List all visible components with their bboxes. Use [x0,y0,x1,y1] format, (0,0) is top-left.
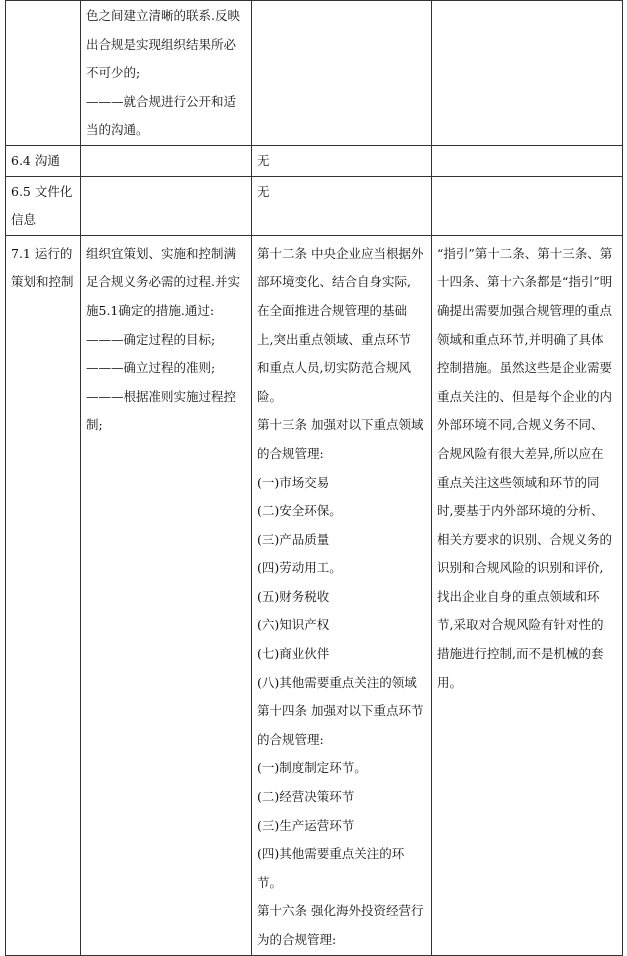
text-line: 合规风险有很大差异,所以应在 [437,445,604,461]
text-line: 部环境变化、结合自身实际, [257,274,411,290]
analysis-text-cell [432,176,623,235]
text-line: (二)经营决策环节 [257,789,355,805]
guideline-text-cell [252,145,432,176]
text-line: 当的沟通。 [86,122,149,138]
text-line: 第十二条 中央企业应当根据外 [257,245,424,261]
text-line: 6.4 沟通 [11,152,60,168]
table-row [6,145,623,176]
clause-cell [6,145,81,176]
text-line: 足合规义务必需的过程.并实 [86,274,240,290]
text-line: 确提出需要加强合规管理的重点 [437,302,613,318]
analysis-text-cell [432,145,623,176]
table-row [6,176,623,235]
text-line: 领域和重点环节,并明确了具体 [437,331,604,347]
text-line: (五)财务税收 [257,588,330,604]
standard-text-cell [81,235,252,955]
text-line: 相关方要求的识别、合规义务的 [437,531,613,547]
text-line: (四)劳动用工。 [257,560,342,576]
text-line: 第十六条 强化海外投资经营行 [257,903,424,919]
table-row [6,1,623,146]
text-line: 时,要基于内外部环境的分析、 [437,503,604,519]
text-line: (三)产品质量 [257,531,330,547]
table-row [6,235,623,955]
text-line: 外部环境不同,合规义务不同、 [437,417,604,433]
text-line: 重点关注的、但是每个企业的内 [437,388,613,404]
text-line: 在全面推进合规管理的基础 [257,302,408,318]
guideline-text-cell [252,1,432,146]
text-line: 施5.1确定的措施.通过: [86,302,215,318]
text-line: 不可少的; [86,65,141,81]
text-line: 用。 [437,674,463,690]
standard-text-cell [81,145,252,176]
standard-text-cell [81,1,252,146]
text-line: (一)制度制定环节。 [257,760,367,776]
standard-text-cell [81,176,252,235]
text-line: 控制措施。虽然这些是企业需要 [437,360,613,376]
text-line: ———确定过程的目标; [86,331,216,347]
guideline-text-cell [252,176,432,235]
text-line: 节,采取对合规风险有针对性的 [437,617,604,633]
text-line: (四)其他需要重点关注的环节。 [257,846,405,890]
text-line: 第十四条 加强对以下重点环节 [257,703,424,719]
text-line: (六)知识产权 [257,617,330,633]
text-line: 色之间建立清晰的联系.反映 [86,8,240,23]
analysis-text-cell [432,235,623,955]
text-line: 无 [257,183,270,199]
text-line: ———确立过程的准则; [86,360,216,376]
text-line: 的合规管理: [257,731,324,747]
text-line: 险。 [257,388,283,404]
text-line: (一)市场交易 [257,474,330,490]
text-line: 组织宜策划、实施和控制满 [86,245,237,261]
text-line: 上,突出重点领域、重点环节 [257,331,411,347]
text-line: 和重点人员,切实防范合规风 [257,360,411,376]
text-line: 为的合规管理: [257,932,337,947]
text-line: 7.1 运行的 [11,245,73,261]
text-line: 十四条、第十六条都是“指引”明 [437,274,613,290]
guideline-text-cell [252,235,432,955]
text-line: 识别和合规风险的识别和评价, [437,560,604,576]
text-line: “指引”第十二条、第十三条、第 [437,245,613,261]
text-line: 信息 [11,212,37,228]
text-line: 措施进行控制,而不是机械的套 [437,646,604,662]
text-line: 出合规是实现组织结果所必 [86,36,237,52]
text-line: (三)生产运营环节 [257,817,355,833]
text-line: 无 [257,152,270,168]
text-line: 的合规管理: [257,445,324,461]
clause-cell [6,176,81,235]
text-line: ———根据准则实施过程控 [86,388,237,404]
text-line: 6.5 文件化 [11,183,73,199]
text-line: (七)商业伙伴 [257,646,330,662]
text-line: 找出企业自身的重点领域和环 [437,588,600,604]
clause-cell [6,235,81,955]
text-line: 重点关注这些领域和环节的同 [437,474,600,490]
clause-cell [6,1,81,146]
text-line: 制; [86,417,103,433]
text-line: (八)其他需要重点关注的领域 [257,674,417,690]
text-line: 第十三条 加强对以下重点领域 [257,417,424,433]
text-line: ———就合规进行公开和适 [86,93,237,109]
text-line: 策划和控制 [11,274,74,290]
text-line: (二)安全环保。 [257,503,342,519]
compliance-comparison-table [5,0,623,956]
analysis-text-cell [432,1,623,146]
